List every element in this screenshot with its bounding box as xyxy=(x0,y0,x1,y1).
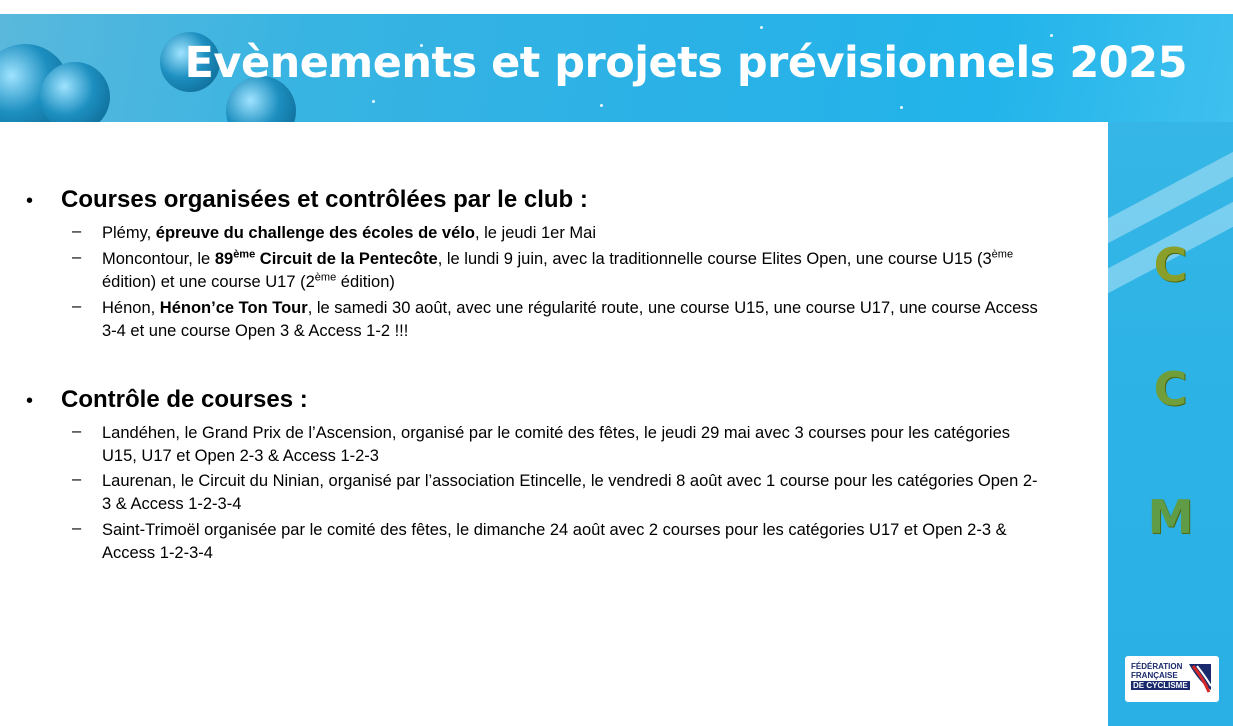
item-text-run: Hénon, xyxy=(102,299,160,317)
item-text-run: édition) xyxy=(336,273,395,291)
sidebar-letter: C xyxy=(1153,362,1188,416)
item-text-run: Circuit de la Pentecôte xyxy=(255,250,438,268)
item-text-run: 89 xyxy=(214,250,234,268)
item-text-run: , le samedi 30 août, avec une régularité route, une course U15, une course U17, une course Access 3-4 et une course Open 3 & Access 1-2 !!! xyxy=(102,299,1038,340)
decor-ball xyxy=(40,62,110,122)
decor-sparkle xyxy=(900,106,903,109)
list-item xyxy=(102,222,1042,245)
dash-icon: – xyxy=(72,297,82,315)
item-text-run: Hénon’ce Ton Tour xyxy=(159,299,308,317)
item-text-run: édition) et une course U17 (2 xyxy=(102,273,315,291)
list-item xyxy=(102,248,1042,294)
list-item xyxy=(102,297,1042,343)
item-text-run: Plémy, xyxy=(102,224,156,242)
dash-icon: – xyxy=(72,222,82,240)
right-sidebar xyxy=(1108,122,1233,726)
item-text-run: ème xyxy=(991,248,1014,261)
item-text-run: épreuve du challenge des écoles de vélo xyxy=(155,224,475,242)
dash-icon: – xyxy=(72,248,82,266)
bullet-icon: • xyxy=(26,390,34,412)
logo-line: FÉDÉRATION xyxy=(1131,662,1183,671)
list-item xyxy=(102,422,1042,468)
sidebar-letter: C xyxy=(1153,238,1188,292)
list-item xyxy=(102,470,1042,516)
logo-swoosh-icon xyxy=(1185,660,1215,698)
logo-line: FRANÇAISE xyxy=(1131,671,1178,680)
decor-sparkle xyxy=(760,26,763,29)
decor-sparkle xyxy=(600,104,603,107)
dash-icon: – xyxy=(72,470,82,488)
item-text-run: ème xyxy=(314,271,337,284)
dash-icon: – xyxy=(72,519,82,537)
item-text-run: Moncontour, le xyxy=(102,250,215,268)
dash-icon: – xyxy=(72,422,82,440)
header-banner xyxy=(0,14,1233,122)
top-strip xyxy=(0,0,1233,14)
ffc-logo xyxy=(1125,656,1219,702)
item-text-run: ème xyxy=(233,248,256,261)
page-title: Evènements et projets prévisionnels 2025 xyxy=(184,38,1187,88)
list-item xyxy=(102,519,1042,565)
logo-text xyxy=(1131,662,1191,698)
decor-sparkle xyxy=(1050,34,1053,37)
item-text-run: Landéhen, le Grand Prix de l’Ascension, organisé par le comité des fêtes, le jeudi 29 mai avec 3 courses pour les catégories U15, U17 et Open 2-3 & Access 1-2-3 xyxy=(102,424,1011,465)
item-text-run: Laurenan, le Circuit du Ninian, organisé par l’association Etincelle, le vendredi 8 août avec 1 course pour les catégories Open 2-3 & Access 1-2-3-4 xyxy=(102,472,1038,513)
logo-line: DE CYCLISME xyxy=(1133,681,1188,690)
section-heading: Contrôle de courses : xyxy=(61,386,308,413)
item-text-run: , le lundi 9 juin, avec la traditionnelle course Elites Open, une course U15 (3 xyxy=(437,250,992,268)
item-text-run: Saint-Trimoël organisée par le comité des fêtes, le dimanche 24 août avec 2 courses pour les catégories U17 et Open 2-3 & Access 1-2-3-4 xyxy=(102,521,1007,562)
section-heading: Courses organisées et contrôlées par le club : xyxy=(61,186,588,213)
item-text-run: , le jeudi 1er Mai xyxy=(474,224,596,242)
bullet-icon: • xyxy=(26,190,34,212)
decor-sparkle xyxy=(372,100,375,103)
sidebar-letter: M xyxy=(1147,490,1194,544)
